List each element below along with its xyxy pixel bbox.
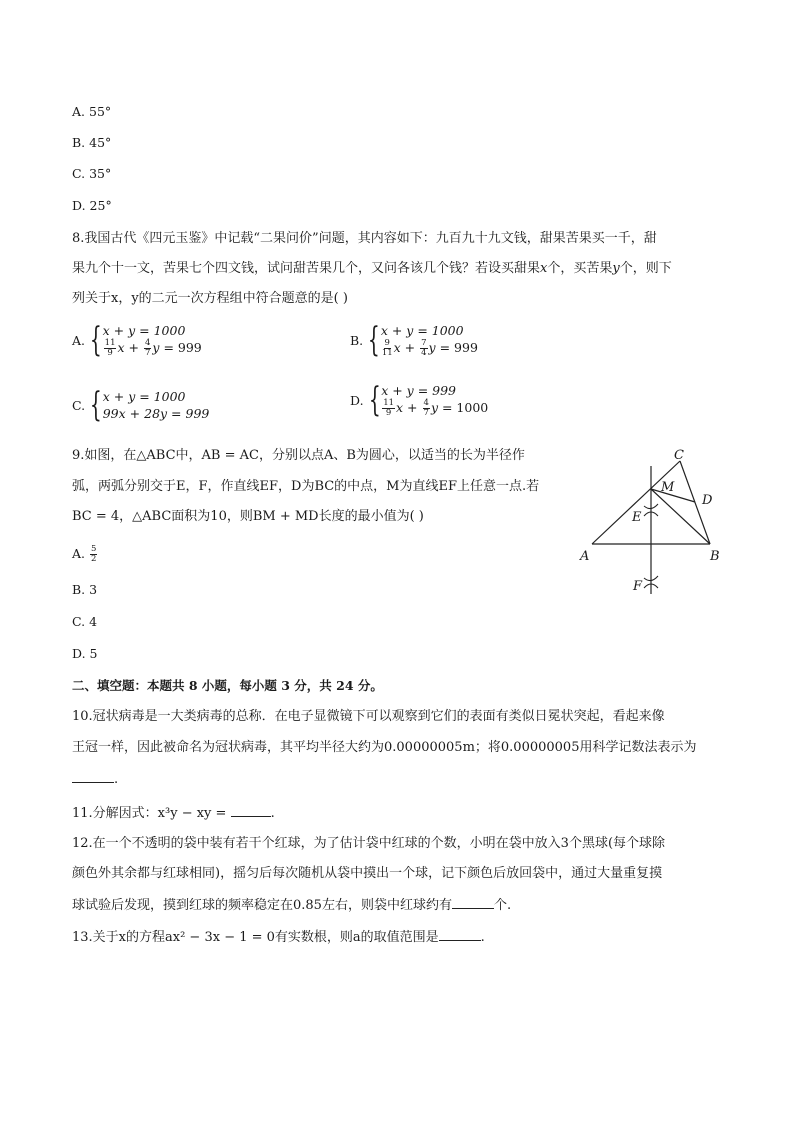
label-b: B <box>710 549 720 564</box>
q9-option-b: B. 3 <box>72 582 98 597</box>
q13-answer-blank[interactable] <box>439 926 481 941</box>
q10-stem-line1: 10.冠状病毒是一大类病毒的总称．在电子显微镜下可以观察到它们的表面有类似日冕状突起，看起来像 <box>72 709 665 724</box>
q8-option-b: B. { x + y = 1000 $\frac{9}{11}$ x + $\frac{7}{4}$ y = 999 <box>350 320 478 360</box>
q9-stem-line2: 弧，两弧分别交于E，F，作直线EF，D为BC的中点，M为直线EF上任意一点.若 <box>72 479 540 494</box>
q7-option-d: D. 25° <box>72 198 112 213</box>
q8-option-a: A. { x + y = 1000 $\frac{11}{9}$ x + $\frac{4}{7}$ y = 999 <box>72 320 202 360</box>
q7-option-b: B. 45° <box>72 135 112 150</box>
label-d: D <box>702 493 713 508</box>
label-e: E <box>632 510 642 525</box>
q9-triangle-figure <box>572 444 732 604</box>
q12-answer-blank[interactable] <box>452 894 494 909</box>
brace-icon: { <box>89 320 102 360</box>
fraction: $\frac{4}{7}$ <box>423 398 429 418</box>
brace-icon: { <box>368 320 380 360</box>
fraction: $\frac{4}{7}$ <box>144 338 151 358</box>
label-a: A <box>580 549 590 564</box>
fraction: $\frac{11}{9}$ <box>383 398 395 418</box>
fraction: $\frac{5}{2}$ <box>91 544 97 564</box>
fraction: $\frac{9}{11}$ <box>381 338 393 358</box>
q13-stem: 13.关于x的方程ax² − 3x − 1 = 0有实数根，则a的取值范围是 . <box>72 926 485 948</box>
q10-stem-line2: 王冠一样，因此被命名为冠状病毒，其平均半径大约为0.00000005m；将0.00000005用科学记数法表示为 <box>72 740 697 755</box>
label-f: F <box>633 579 643 594</box>
q10-answer-blank[interactable] <box>72 768 114 783</box>
q12-stem-line1: 12.在一个不透明的袋中装有若干个红球，为了估计袋中红球的个数，小明在袋中放入3个黑球(每个球除 <box>72 836 666 851</box>
q11-stem: 11.分解因式：x³y − xy = . <box>72 802 275 824</box>
segment-ac <box>592 461 680 544</box>
section-heading: 二、填空题：本题共 8 小题，每小题 3 分，共 24 分。 <box>72 678 383 693</box>
q12-stem-line2: 颜色外其余都与红球相同)，摇匀后每次随机从袋中摸出一个球，记下颜色后放回袋中，通过大量重复摸 <box>72 866 663 881</box>
q9-stem-line3: BC = 4，△ABC面积为10，则BM + MD长度的最小值为( ) <box>72 509 424 524</box>
q9-stem-line1: 9.如图，在△ABC中，AB = AC，分别以点A、B为圆心，以适当的长为半径作 <box>72 448 525 463</box>
q8-stem-line2: 果九个十一文，苦果七个四文钱，试问甜苦果几个，又问各该几个钱？若设买甜果x个，买苦果y个，则下 <box>72 261 672 276</box>
fraction: $\frac{7}{4}$ <box>421 338 427 358</box>
q7-option-a: A. 55° <box>72 104 112 119</box>
q11-answer-blank[interactable] <box>231 802 271 817</box>
q8-option-d: D. { x + y = 999 $\frac{11}{9}$ x + $\frac{4}{7}$ y = 1000 <box>350 380 489 420</box>
fraction: $\frac{11}{9}$ <box>104 338 116 358</box>
q7-option-c: C. 35° <box>72 166 112 181</box>
q12-stem-line3: 球试验后发现，摸到红球的频率稳定在0.85左右，则袋中红球约有 个. <box>72 894 511 916</box>
brace-icon: { <box>89 385 102 425</box>
q9-option-d: D. 5 <box>72 646 98 661</box>
q9-option-c: C. 4 <box>72 614 98 629</box>
label-c: C <box>674 448 684 463</box>
label-m: M <box>661 480 675 495</box>
q8-stem-line3: 列关于x，y的二元一次方程组中符合题意的是( ) <box>72 291 348 306</box>
brace-icon: { <box>368 380 381 420</box>
q10-stem-line3: . <box>72 768 118 790</box>
q8-option-c: C. { x + y = 1000 99x + 28y = 999 <box>72 385 210 425</box>
q9-option-a: A. $\frac{5}{2}$ <box>72 544 97 564</box>
q8-stem-line1: 8.我国古代《四元玉鉴》中记载“二果问价”问题，其内容如下：九百九十九文钱，甜果苦果买一千，甜 <box>72 231 657 246</box>
